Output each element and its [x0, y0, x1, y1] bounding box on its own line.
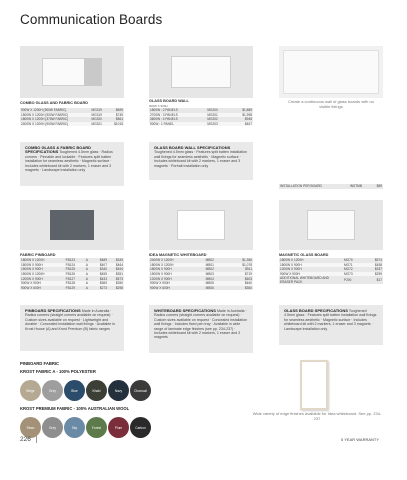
idea-table	[149, 258, 253, 290]
fabric-swatch: Grey	[42, 417, 63, 438]
table-row: 1800W X 1200H (375W FABRIC) MG320 $861	[21, 117, 123, 122]
glasswall-spec-box	[149, 142, 253, 180]
range-a-title: KROST FABRIC A - 100% POLYESTER	[20, 369, 96, 374]
glasswall-subheading: 900W X 900H	[149, 104, 168, 108]
table-row: 1800W X 900H FB124 A $407 $464	[21, 262, 123, 267]
page-number: 226	[20, 436, 31, 443]
pinboard-spec-text: Made in Australia · Radius corners (straight corners available on request) · Custom sizes available on request · Lightweight and durable · Concealed installation wall fixings · Available in Krost House (A) and Krost Premium (B) fabric ranges	[25, 309, 116, 331]
fabric-swatch: Carbon	[130, 417, 151, 438]
table-row: 1800W X 900H MB02 $911	[150, 267, 252, 272]
page-title: Communication Boards	[20, 12, 163, 27]
table-row: 1200W X 900H FB127 A $433 $573	[21, 276, 123, 281]
edge-finish-image	[300, 360, 328, 410]
whiteboard-spec-text: Made in Australia · Radius corners (straight corners available on request) · Custom sizes available on request · Concealed installation wall fixings · Includes fixed pen tray · Available in wide range of laminate edge finishes (see pp. 234-237) · Includes whiteboard kit with 2 markers, 1 eraser and 3 magnets	[154, 309, 248, 340]
table-row: 1500W X 900H FB125 A $340 $494	[21, 267, 123, 272]
fabric-swatch: Plum	[108, 417, 129, 438]
table-row: 1800W X 900H MG71 $458	[280, 262, 382, 267]
pinboard-spec-box	[20, 305, 124, 351]
table-row: 1800W X 1200H FB123 A $489 $349	[21, 258, 123, 263]
fabric-swatch: Grey	[42, 380, 63, 401]
combo-heading: COMBO GLASS AND FABRIC BOARD	[20, 101, 88, 105]
combo-table	[20, 108, 124, 126]
fabric-table	[20, 258, 124, 290]
table-row: 1800W X 1200H MG70 $574	[280, 258, 382, 263]
magglass-table	[279, 258, 383, 284]
fabric-swatch: Fawn	[20, 417, 41, 438]
glassboard-spec-title: GLASS BOARD SPECIFICATIONS	[284, 308, 348, 313]
glassboard-spec-text: Toughened 4.5mm glass · Features split batten installation wall fixings for seamless aesthetic · Magnetic surface · Includes whiteboard kit with 2 markers, 1 eraser and 3 magnets · Landscape installation only	[284, 309, 377, 331]
table-row: 900W : 1 PANEL MG203 $467	[150, 122, 252, 127]
idea-heading: IDEA MAGNETIC WHITEBOARD	[149, 253, 207, 257]
fabric-swatch: Forest	[86, 417, 107, 438]
fabric-swatch: Sky	[64, 417, 85, 438]
table-row: 1200W X 900H MB04 $603	[150, 276, 252, 281]
table-row: 900W X 900H MB05 $460	[150, 281, 252, 286]
combo-board-image	[20, 46, 124, 98]
edge-finish-note: Wide variety of edge finishes available for Idea whiteboard. See pp. 234-237	[252, 411, 382, 422]
table-row: 900W X 1200H (900W FABRIC) MG319 $699	[21, 108, 123, 113]
continuous-note: Create a continuous wall of glass boards with no visible fixings	[288, 99, 374, 109]
table-row: 900W X 900H FB128 A $369 $350	[21, 281, 123, 286]
table-row: 1800W X 1200H MB01 $1,078	[150, 262, 252, 267]
pinboard-fabric-title: PINBOARD FABRIC	[20, 361, 60, 366]
table-row: 2400W X 1200H MB02 $1,356	[150, 258, 252, 263]
whiteboard-spec-box	[149, 305, 253, 353]
table-row: ADDITIONAL WHITEBOARD AND ERASER PACK P200 $17	[280, 276, 382, 285]
range-b-title: KROST PREMIUM FABRIC - 100% AUSTRALIAN WOOL	[20, 406, 130, 411]
fabric-swatch: Khaki	[86, 380, 107, 401]
whiteboard-spec-title: WHITEBOARD SPECIFICATIONS	[154, 308, 216, 313]
fabric-swatch: Beige	[20, 380, 41, 401]
combo-spec-title: COMBO GLASS & FABRIC BOARD SPECIFICATIONS	[25, 145, 91, 155]
pinboard-spec-title: PINBOARD SPECIFICATIONS	[25, 308, 81, 313]
table-row: 3600W : 4 PANELS MG202 $945	[150, 117, 252, 122]
table-row: 2400W X 1200H (900W FABRIC) MG321 $1015	[21, 122, 123, 127]
table-row: 900W X 900H MG73 $259	[280, 272, 382, 277]
table-row: 1500W X 1200H FB126 A $455 $351	[21, 272, 123, 277]
idea-whiteboard-image	[149, 200, 253, 250]
continuous-wall-image	[279, 46, 383, 98]
magnetic-glass-image	[279, 200, 383, 250]
table-row: 900W X 600H MB06 $360	[150, 285, 252, 290]
table-row: 2700W : 3 PANELS MG201 $1,998	[150, 112, 252, 117]
fabric-swatch: Navy	[108, 380, 129, 401]
combo-spec-text: Toughened 4.5mm glass · Radius corners · Pinnable and lockable · Features split batten installation for seamless aesthetic · Magnetic surface · Includes whiteboard kit with 2 markers, 1 eraser and 3 magnets · Landscape installation only	[25, 150, 113, 173]
fabric-heading: FABRIC PINBOARD	[20, 253, 56, 257]
table-row: 900W X 600H FB129 A $273 $298	[21, 285, 123, 290]
glass-wall-image	[149, 46, 253, 98]
table-row: INSTALLATION PER BOARD INSTMB $89	[280, 184, 382, 189]
table-row: 1200W X 900H MG72 $337	[280, 267, 382, 272]
fabric-swatch: Blue	[64, 380, 85, 401]
fabric-pinboard-image	[20, 200, 124, 250]
glassboard-spec-box	[279, 305, 383, 345]
glasswall-spec-title: GLASS BOARD WALL SPECIFICATIONS	[154, 145, 231, 150]
glasswall-spec-text: Toughened 4.5mm glass · Features split batten installation wall fixings for seamless aesthetic · Magnetic surface · Includes whiteboard kit with 2 markers, 1 eraser and 3 magnets · Portrait installation only	[154, 150, 247, 168]
glasswall-table	[149, 108, 253, 126]
warranty-label: 5 YEAR WARRANTY	[341, 437, 380, 442]
glasswall-heading: GLASS BOARD WALL	[149, 99, 189, 103]
table-row: 1800W : 2 PANELS MG200 $1,889	[150, 108, 252, 113]
combo-spec-box	[20, 142, 124, 186]
table-row: 1500W X 1200H (900W FABRIC) MG319 $749	[21, 112, 123, 117]
magglass-heading: MAGNETIC GLASS BOARD	[279, 253, 329, 257]
table-row: 1500W X 900H MB03 $719	[150, 272, 252, 277]
footer-divider	[36, 435, 37, 443]
fabric-swatch: Charcoal	[130, 380, 151, 401]
installation-table	[279, 184, 383, 189]
